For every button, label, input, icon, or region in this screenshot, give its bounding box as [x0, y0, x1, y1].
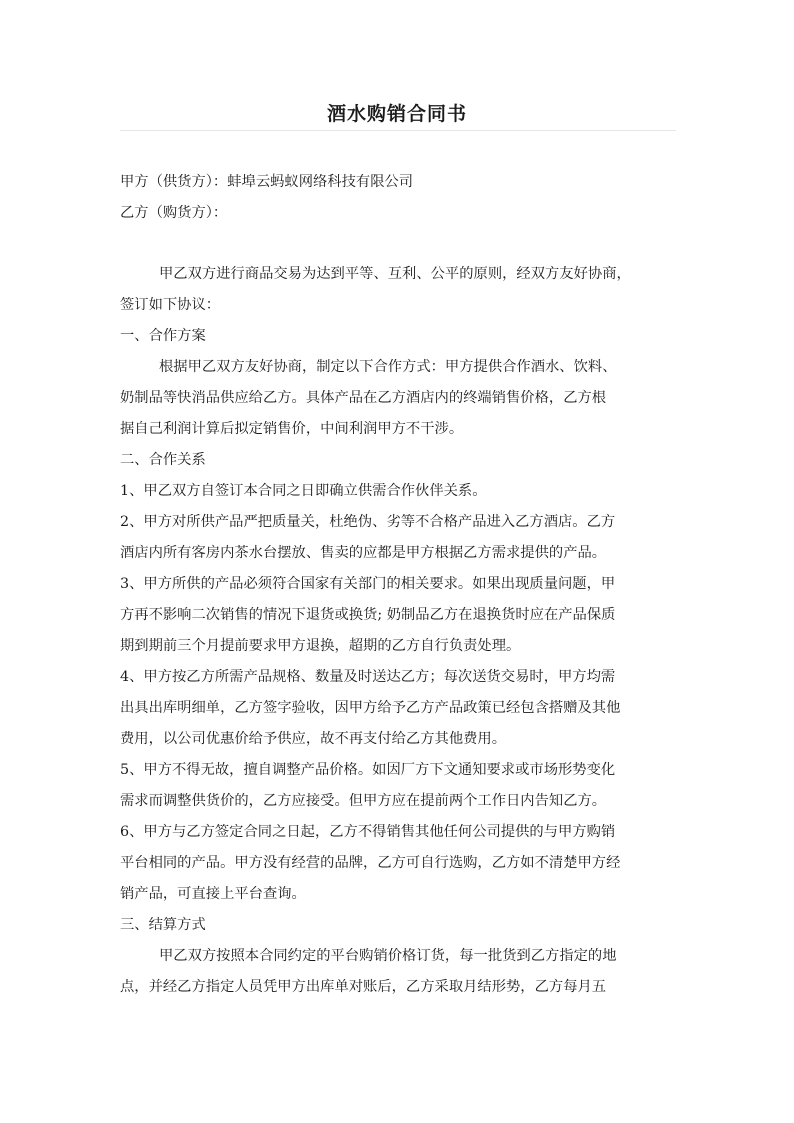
document-title: 酒水购销合同书: [326, 103, 467, 125]
section-heading-cooperation-plan: 一、合作方案: [120, 328, 206, 344]
clause-line: 期到期前三个月提前要求甲方退换，超期的乙方自行负责处理。: [120, 638, 521, 654]
paragraph-line: 甲乙双方按照本合同约定的平台购销价格订货，每一批货到乙方指定的地: [159, 948, 617, 964]
clause-line: 费用，以公司优惠价给予供应，故不再支付给乙方其他费用。: [120, 731, 507, 747]
section-heading-cooperation-relationship: 二、合作关系: [120, 452, 206, 468]
intro-line: 甲乙双方进行商品交易为达到平等、互利、公平的原则，经双方友好协商，: [159, 266, 631, 282]
paragraph-line: 据自己利润计算后拟定销售价，中间利润甲方不干涉。: [120, 421, 464, 437]
clause-line: 6、甲方与乙方签定合同之日起，乙方不得销售其他任何公司提供的与甲方购销: [120, 824, 616, 840]
clause-line: 2、甲方对所供产品严把质量关，杜绝伪、劣等不合格产品进入乙方酒店。乙方: [120, 514, 616, 530]
clause-line: 需求而调整供货价的，乙方应接受。但甲方应在提前两个工作日内告知乙方。: [120, 793, 607, 809]
paragraph-line: 奶制品等快消品供应给乙方。具体产品在乙方酒店内的终端销售价格，乙方根: [120, 390, 607, 406]
paragraph-line: 根据甲乙双方友好协商，制定以下合作方式：甲方提供合作酒水、饮料、: [159, 359, 617, 375]
paragraph-line: 点，并经乙方指定人员凭甲方出库单对账后，乙方采取月结形势，乙方每月五: [120, 979, 607, 995]
clause-line: 销产品，可直接上平台查询。: [120, 886, 306, 902]
clause-line: 5、甲方不得无故，擅自调整产品价格。如因厂方下文通知要求或市场形势变化: [120, 762, 616, 778]
party-a-line: 甲方（供货方）：蚌埠云蚂蚁网络科技有限公司: [120, 174, 414, 190]
clause-line: 方再不影响二次销售的情况下退货或换货; 奶制品乙方在退换货时应在产品保质: [120, 607, 616, 623]
clause-line: 出具出库明细单，乙方签字验收，因甲方给予乙方产品政策已经包含搭赠及其他: [120, 700, 621, 716]
clause-line: 1、甲乙双方自签订本合同之日即确立供需合作伙伴关系。: [120, 483, 487, 499]
section-heading-settlement-method: 三、结算方式: [120, 917, 206, 933]
clause-line: 平台相同的产品。甲方没有经营的品牌，乙方可自行选购，乙方如不清楚甲方经: [120, 855, 621, 871]
clause-line: 酒店内所有客房内茶水台摆放、售卖的应都是甲方根据乙方需求提供的产品。: [120, 545, 607, 561]
clause-line: 3、甲方所供的产品必须符合国家有关部门的相关要求。如果出现质量问题，甲: [120, 576, 616, 592]
title-divider: [120, 130, 676, 131]
party-b-line: 乙方（购货方）：: [120, 205, 228, 221]
intro-line: 签订如下协议：: [120, 297, 221, 313]
clause-line: 4、甲方按乙方所需产品规格、数量及时送达乙方；每次送货交易时，甲方均需: [120, 669, 616, 685]
